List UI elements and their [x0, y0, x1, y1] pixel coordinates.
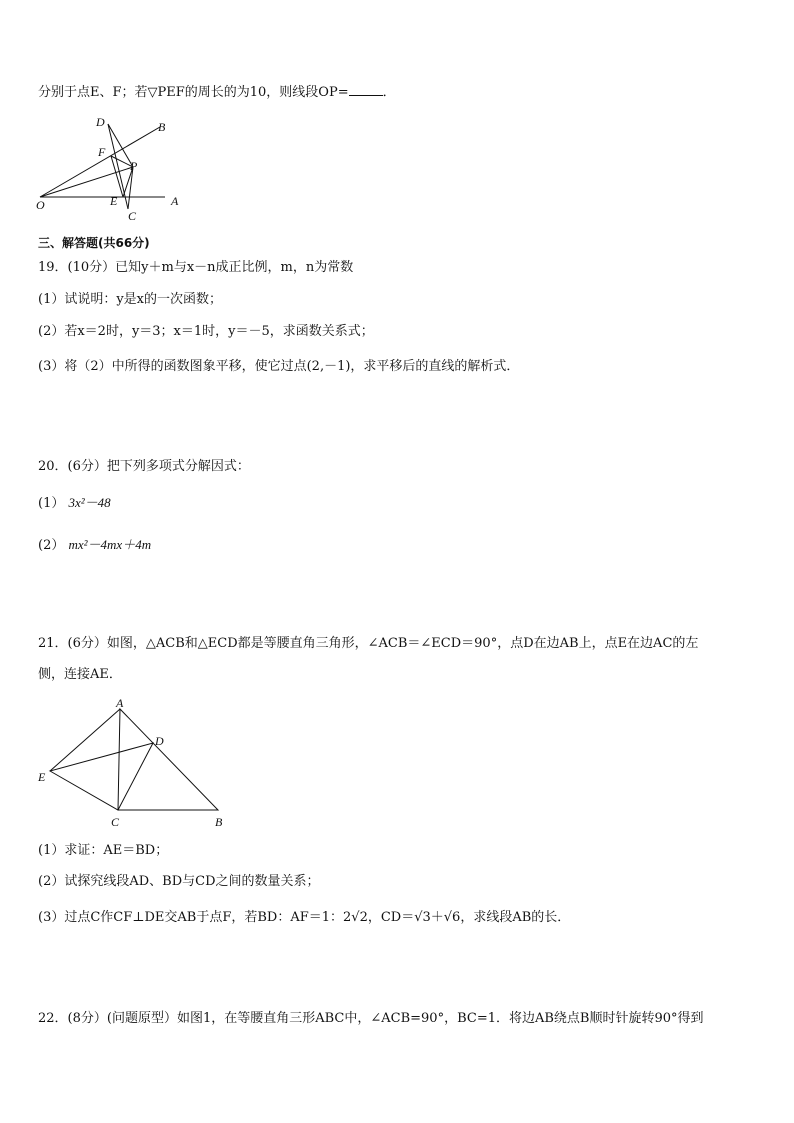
section-title: 三、解答题(共66分)	[38, 236, 150, 250]
q20-part1	[38, 494, 111, 513]
q20-part2	[38, 536, 151, 555]
q20-part2-label: (2）	[38, 538, 65, 553]
q21-figure	[36, 695, 236, 835]
label-c: C	[128, 209, 137, 222]
q18-tail-line	[38, 83, 396, 102]
q20-stem: 20．(6分）把下列多项式分解因式：	[38, 459, 250, 474]
q21-stem-line2: 侧，连接AE．	[38, 667, 122, 682]
label-b: B	[158, 120, 166, 134]
q22-stem-line1: 22．(8分）(问题原型）如图1，在等腰直角三形ABC中，∠ACB=90°，BC=1．将边AB绕点B顺时针旋转90°得到	[38, 1011, 704, 1026]
q20-part2-expr: mx²－4mx＋4m	[68, 537, 152, 552]
label-o: O	[36, 198, 45, 212]
q20-part1-label: (1）	[38, 496, 65, 511]
ray-ob	[40, 127, 160, 197]
q18-tail-end: ．	[382, 85, 396, 100]
label-e: E	[38, 770, 46, 784]
q19-part1: (1）试说明：y是x的一次函数；	[38, 292, 223, 307]
q19-part2: (2）若x＝2时，y＝3；x＝1时，y＝－5，求函数关系式；	[38, 324, 374, 339]
label-a: A	[171, 194, 179, 208]
q21-part2: (2）试探究线段AD、BD与CD之间的数量关系；	[38, 874, 320, 889]
label-e: E	[110, 194, 118, 208]
q20-part1-expr: 3x²－48	[68, 495, 111, 510]
label-d: D	[155, 734, 164, 748]
label-b: B	[215, 815, 223, 829]
label-a: A	[116, 696, 124, 710]
triangle-acb	[118, 709, 218, 810]
q19-stem: 19．(10分）已知y＋m与x－n成正比例，m，n为常数	[38, 260, 354, 275]
label-d: D	[96, 115, 105, 129]
label-p: P	[130, 159, 138, 173]
q21-part3: (3）过点C作CF⊥DE交AB于点F，若BD：AF＝1：2√2，CD＝√3＋√6，求线段AB的长．	[38, 910, 571, 925]
q18-tail-text: 分别于点E、F；若▽PEF的周长的为10，则线段OP=	[38, 85, 349, 100]
label-c: C	[111, 815, 120, 829]
q18-answer-blank	[349, 83, 383, 96]
q21-part1: (1）求证：AE＝BD；	[38, 843, 169, 858]
q21-stem-line1: 21．(6分）如图，△ACB和△ECD都是等腰直角三角形，∠ACB＝∠ECD＝90°，点D在边AB上，点E在边AC的左	[38, 636, 699, 651]
q18-figure	[30, 112, 190, 222]
triangle-ecd	[50, 743, 153, 810]
label-f: F	[98, 145, 106, 159]
q19-part3: (3）将（2）中所得的函数图象平移，使它过点(2,－1)，求平移后的直线的解析式．	[38, 359, 520, 374]
